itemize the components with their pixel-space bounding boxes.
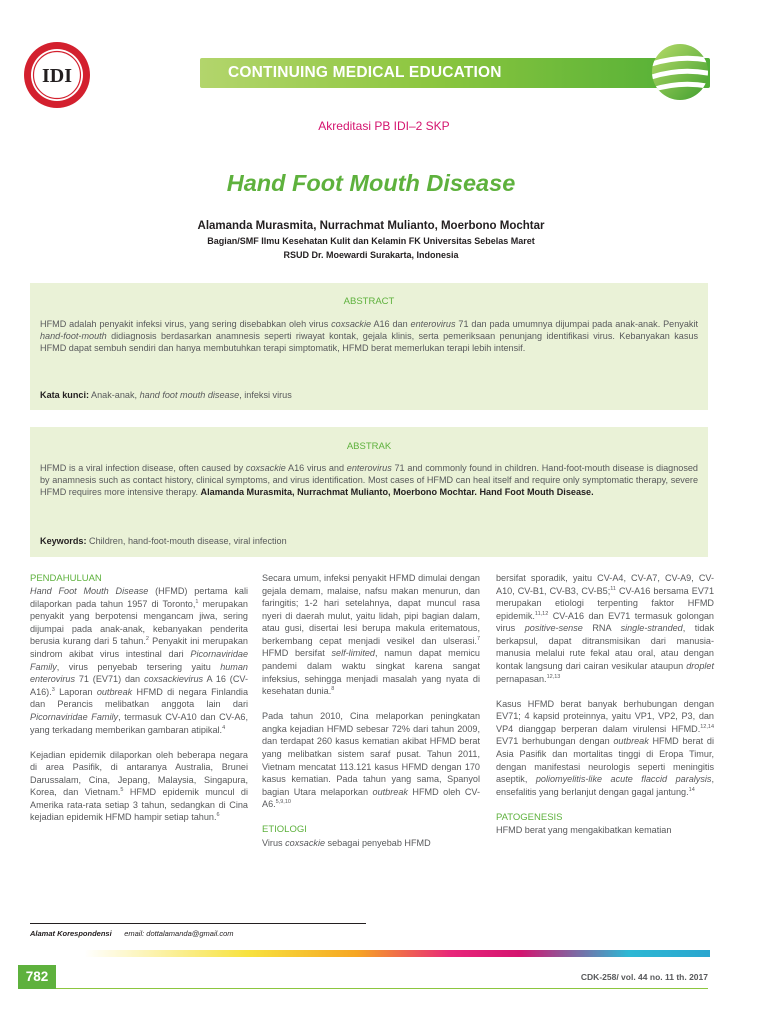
paragraph: Kasus HFMD berat banyak berhubungan dengan EV71; 4 kapsid proteinnya, yaitu VP1, VP2, P3, dan VP4 dianggap berperan dalam virulensi HFMD.$^{12,14}$ EV71 berhubungan dengan outbreak HFMD berat di Asia Pasifik dan mortalitas tinggi di Eropa Timur, dengan manifestasi neurologis seperti meningitis aseptik, poliomyelitis-like acute flaccid paralysis, ensefalitis yang berlanjut dengan gagal jantung.$^{14}$ <box>496 698 715 797</box>
abstrak-heading: ABSTRAK <box>346 441 392 452</box>
article-title: Hand Foot Mouth Disease <box>226 170 516 196</box>
abstrak-box <box>30 427 708 557</box>
affiliation-line-1: Bagian/SMF Ilmu Kesehatan Kulit dan Kelamin FK Universitas Sebelas Maret <box>207 236 535 246</box>
paragraph: Virus coxsackie sebagai penyebab HFMD <box>262 837 431 848</box>
paragraph: Secara umum, infeksi penyakit HFMD dimulai dengan gejala demam, malaise, nafsu makan menurun, dan faringitis; 1-2 hari setelahnya, dapat muncul rasa nyeri di daerah mulut, yaitu lidah, pipi bagian dalam, atau gusi, disertai lesi berupa makula eritematous, berkembang cepat menjadi vesikel dan ulserasi.$^7$ HFMD bersifat self-limited, namun dapat memicu pandemi dalam waktu singkat karena sangat infeksius, sehingga menjadi masalah yang nyata di kesehatan dunia.$^8$ <box>262 573 480 697</box>
paragraph: Kejadian epidemik dilaporkan oleh beberapa negara di area Pasifik, di antaranya Australia, Brunei Darussalam, Cina, Jepang, Malaysia, Singapura, Korea, dan Vietnam.$^5$ HFMD epidemik muncul di Amerika rata-rata setiap 3 tahun, sedangkan di Cina kejadian epidemik HFMD hampir setiap tahun.$^6$ <box>30 749 248 823</box>
footnote-divider <box>30 923 366 924</box>
paragraph: Pada tahun 2010, Cina melaporkan peningkatan angka kejadian HFMD sebesar 72% dari tahun 2009, dan terdapat 260 kasus kematian akibat HFMD berat yang melibatkan sistem saraf pusat. Tahun 2011, Vietnam mencatat 113.121 kasus HFMD dengan 170 kasus kematian. Pada tahun yang sama, Spanyol bagian Utara melaporkan outbreak HFMD oleh CV-A6.$^{5,9,10}$ <box>262 711 481 810</box>
abstract-keywords: Kata kunci: Anak-anak, hand foot mouth disease, infeksi virus <box>40 390 292 400</box>
paragraph: bersifat sporadik, yaitu CV-A4, CV-A7, CV-A9, CV-A10, CV-B1, CV-B3, CV-B5;$^{11}$ CV-A16 bersama EV71 merupakan etiologi terpenting faktor HFMD epidemik.$^{11,12}$ CV-A16 dan EV71 termasuk golongan virus positive-sense RNA single-stranded, tidak berkapsul, dapat ditransmisikan dari manusia-manusia melalui rute fekal atau oral, atau dengan kontak langsung dari cairan vesikular ataupun droplet pernapasan.$^{12,13}$ <box>496 573 715 684</box>
body-column-2 <box>262 572 480 862</box>
page-number: 782 <box>18 965 56 989</box>
banner-title: CONTINUING MEDICAL EDUCATION <box>228 64 502 81</box>
footer-divider <box>56 988 708 989</box>
body-column-1 <box>30 572 248 837</box>
logo-text: IDI <box>41 65 73 87</box>
globe-logo-icon <box>650 42 710 102</box>
idi-logo <box>22 40 92 110</box>
correspondence-email[interactable]: email: dottalamanda@gmail.com <box>124 929 234 938</box>
journal-citation: CDK-258/ vol. 44 no. 11 th. 2017 <box>580 972 708 982</box>
section-heading-pendahuluan: PENDAHULUAN <box>30 573 102 584</box>
abstract-text: HFMD adalah penyakit infeksi virus, yang sering disebabkan oleh virus coxsackie A16 dan enterovirus 71 dan pada umumnya dijumpai pada anak-anak. Penyakit hand-foot-mouth didiagnosis berdasarkan anamnesis seperti riwayat kontak, gejala klinis, serta pemeriksaan penunjang identifikasi virus. Kebanyakan kasus HFMD dapat sembuh sendiri dan hanya membutuhkan terapi simptomatik, HFMD berat memerlukan terapi lebih intensif. <box>40 319 698 354</box>
paragraph: HFMD berat yang mengakibatkan kematian <box>496 824 672 835</box>
abstract-box <box>30 283 708 410</box>
correspondence-note: Alamat Korespondensi email: dottalamanda@gmail.com <box>30 929 234 938</box>
abstrak-text: HFMD is a viral infection disease, often caused by coxsackie A16 virus and enterovirus 71 and commonly found in children. Hand-foot-mouth disease is diagnosed by anamnesis such as contact history, clinical symptoms, and virus identification. Most cases of HFMD can heal itself and require only symptomatic therapy, severe HFMD requires more intensive therapy. Alamanda Murasmita, Nurrachmat Mulianto, Moerbono Mochtar. Hand Foot Mouth Disease. <box>40 463 698 498</box>
paragraph: Hand Foot Mouth Disease (HFMD) pertama kali dilaporkan pada tahun 1957 di Toronto,$^1$ merupakan penyakit yang berpotensi mengancam jiwa, sering dijumpai pada anak-anak, kebanyakan penderita berusia kurang dari 5 tahun.$^2$ Penyakit ini merupakan sindrom akibat virus intestinal dari Picornaviridae Family, virus penyebab tersering yaitu human enterovirus 71 (EV71) dan coxsackievirus A 16 (CV-A16).$^3$ Laporan outbreak HFMD di negara Finlandia dan Perancis melibatkan anggota lain dari Picornaviridae Family, termasuk CV-A10 dan CV-A6, yang terkadang memberikan gambaran atipikal.$^4$ <box>30 586 248 735</box>
abstract-heading: ABSTRACT <box>343 296 395 307</box>
abstrak-keywords: Keywords: Children, hand-foot-mouth disease, viral infection <box>40 536 287 546</box>
cme-banner <box>200 58 710 88</box>
section-heading-etiologi: ETIOLOGI <box>262 824 307 836</box>
section-heading-patogenesis: PATOGENESIS <box>496 811 563 823</box>
body-column-3 <box>496 572 714 849</box>
accreditation-label: Akreditasi PB IDI–2 SKP <box>318 119 450 133</box>
article-authors: Alamanda Murasmita, Nurrachmat Mulianto, Moerbono Mochtar <box>197 220 545 232</box>
decorative-gradient-bar <box>30 950 710 957</box>
affiliation-line-2: RSUD Dr. Moewardi Surakarta, Indonesia <box>283 250 459 260</box>
